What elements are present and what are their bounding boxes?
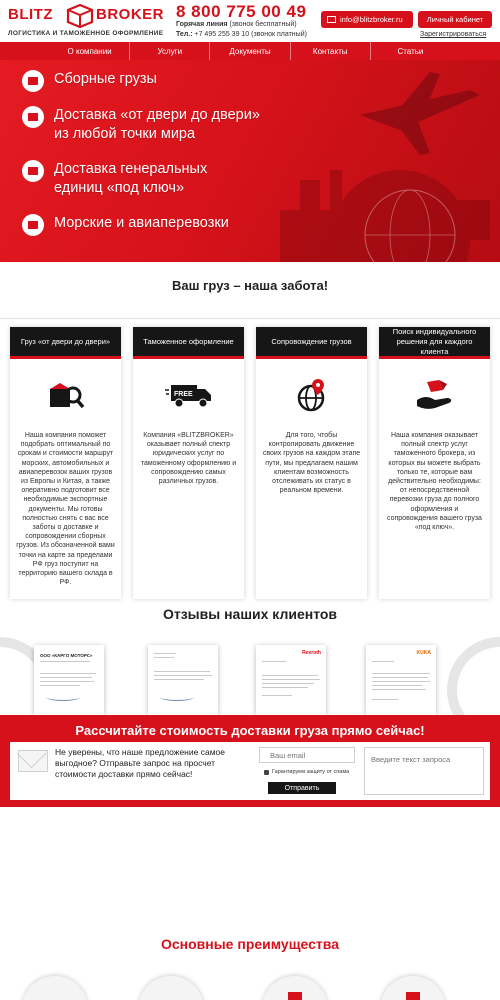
reviews-carousel bbox=[34, 645, 474, 715]
service-card-text: Наша компания оказывает полный спектр услуг таможенного брокера, из которых вы можете выбрать только те, которые вам действительно необходимы: от непосредственной перевозки груза до полного оформления и сопровождения вашего груза «под ключ». bbox=[387, 432, 482, 532]
service-card-customs[interactable] bbox=[133, 327, 244, 599]
email-label: info@blitzbroker.ru bbox=[340, 15, 403, 24]
logo-box-icon bbox=[66, 4, 94, 28]
spam-guarantee-text: Гарантируем защиту от спама bbox=[272, 769, 350, 775]
email-button[interactable] bbox=[321, 11, 413, 28]
nav-item-services[interactable]: Услуги bbox=[130, 42, 210, 60]
hero-item-line: Доставка генеральных bbox=[54, 161, 208, 177]
envelope-icon bbox=[18, 750, 48, 772]
hotline-phone[interactable]: 8 800 775 00 49 bbox=[176, 2, 307, 21]
nav-item-documents[interactable]: Документы bbox=[210, 42, 290, 60]
email-field[interactable] bbox=[259, 747, 355, 763]
site-header bbox=[0, 0, 500, 42]
review-document-heading: ООО «КАРГО МОТОРС» bbox=[40, 653, 93, 658]
review-document[interactable] bbox=[366, 645, 436, 715]
hero-item-consolidated bbox=[22, 70, 157, 92]
main-nav bbox=[0, 42, 500, 60]
hand-box-icon bbox=[413, 378, 457, 412]
hotline-caption bbox=[176, 21, 297, 28]
free-truck-icon bbox=[165, 381, 213, 409]
download-box-icon bbox=[22, 70, 44, 92]
service-card-text: Компания «BLITZBROKER» оказывает полный спектр юридических услуг по таможенному оформлению и сопровождению самых различных грузов. bbox=[140, 432, 237, 486]
map-pin-box-icon bbox=[22, 106, 44, 128]
hero-item-line: Морские и авиаперевозки bbox=[54, 215, 229, 231]
hotline-label: Горячая линия bbox=[176, 21, 228, 28]
advantage-circle bbox=[262, 976, 328, 1000]
cost-request-heading: Рассчитайте стоимость доставки груза прямо сейчас! bbox=[75, 723, 425, 738]
box-search-icon bbox=[46, 379, 86, 411]
service-card-text: Для того, чтобы контролировать движение своих грузов на каждом этапе пути, мы предлагаем нашим клиентам возможность отслеживать их статус в реальном времени. bbox=[262, 432, 361, 495]
review-document-brand: KUKA bbox=[416, 650, 431, 656]
service-card-tracking[interactable] bbox=[256, 327, 367, 599]
nav-item-articles[interactable]: Статьи bbox=[397, 46, 424, 56]
signature-mark bbox=[160, 693, 194, 701]
request-text-field[interactable] bbox=[364, 747, 484, 795]
advantage-circle bbox=[138, 976, 204, 1000]
cost-request-text: Не уверены, что наше предложение самое выгодное? Отправьте запрос на просчет стоимости доставки прямо сейчас! bbox=[55, 747, 225, 779]
tel-label: Тел.: bbox=[176, 31, 193, 38]
review-document-brand: Rexroth bbox=[302, 650, 321, 656]
signature-mark bbox=[46, 693, 80, 701]
service-card-title: Сопровождение грузов bbox=[256, 327, 367, 359]
advantage-circle bbox=[380, 976, 446, 1000]
hero-banner bbox=[0, 60, 500, 262]
advantage-icon bbox=[406, 992, 420, 1000]
svg-text:FREE: FREE bbox=[173, 391, 193, 398]
hero-item-sea-air bbox=[22, 214, 229, 236]
hero-item-line: Доставка «от двери до двери» bbox=[54, 107, 260, 123]
logo-subtitle: ЛОГИСТИКА И ТАМОЖЕННОЕ ОФОРМЛЕНИЕ bbox=[8, 30, 164, 37]
send-button[interactable]: Отправить bbox=[268, 782, 336, 794]
logo-word-right: BROKER bbox=[96, 6, 165, 23]
nav-item-contacts[interactable]: Контакты bbox=[291, 42, 371, 60]
hero-item-line: из любой точки мира bbox=[54, 126, 196, 142]
logo[interactable] bbox=[8, 4, 168, 40]
service-cards bbox=[10, 327, 490, 599]
hero-item-door-to-door bbox=[22, 106, 260, 144]
spam-guarantee bbox=[264, 769, 349, 775]
personal-cabinet-button[interactable]: Личный кабинет bbox=[418, 11, 492, 28]
reviews-heading: Отзывы наших клиентов bbox=[162, 606, 338, 622]
service-card-title: Поиск индивидуального решения для каждого клиента bbox=[379, 327, 490, 359]
logo-word-left: BLITZ bbox=[8, 6, 53, 23]
cost-request-form bbox=[10, 742, 490, 800]
service-card-individual[interactable] bbox=[379, 327, 490, 599]
tel-caption bbox=[176, 31, 307, 38]
divider bbox=[0, 318, 500, 319]
review-document[interactable] bbox=[34, 645, 104, 715]
tel-value[interactable]: +7 495 255 39 10 (звонок платный) bbox=[194, 31, 307, 38]
advantage-icon bbox=[288, 992, 302, 1000]
airplane-icon bbox=[360, 72, 480, 155]
hero-item-line: Сборные грузы bbox=[54, 71, 157, 87]
hero-item-general bbox=[22, 160, 207, 198]
truck-icon bbox=[22, 160, 44, 182]
slogan-heading: Ваш груз – наша забота! bbox=[171, 278, 329, 293]
service-card-title: Груз «от двери до двери» bbox=[10, 327, 121, 359]
advantage-circle bbox=[22, 976, 88, 1000]
review-document[interactable] bbox=[148, 645, 218, 715]
review-document[interactable] bbox=[256, 645, 326, 715]
advantages-heading: Основные преимущества bbox=[160, 936, 339, 952]
nav-item-about[interactable]: О компании bbox=[50, 42, 130, 60]
ship-icon bbox=[22, 214, 44, 236]
service-card-door-to-door[interactable] bbox=[10, 327, 121, 599]
envelope-icon bbox=[327, 16, 336, 23]
globe-pin-icon bbox=[294, 377, 330, 413]
hotline-note: (звонок бесплатный) bbox=[229, 21, 297, 28]
register-link[interactable]: Зарегистрироваться bbox=[420, 31, 487, 38]
service-card-text: Наша компания поможет подобрать оптимальный по срокам и стоимости маршрут морских, автомобильных и авиаперевозок ваших грузов из Европы и Китая, а также оперативно подготовит все необходимые экспортные документы. Мы готовы полностью снять с вас все заботы о доставке и сопровождении сборных грузов. Из обозначенной вами точки на карте за пределами РФ груз поступит на территорию вашего склада в РФ. bbox=[16, 432, 115, 587]
cost-request-section bbox=[0, 715, 500, 807]
hero-item-line: единиц «под ключ» bbox=[54, 180, 185, 196]
lock-icon bbox=[264, 770, 269, 775]
service-card-title: Таможенное оформление bbox=[133, 327, 244, 359]
